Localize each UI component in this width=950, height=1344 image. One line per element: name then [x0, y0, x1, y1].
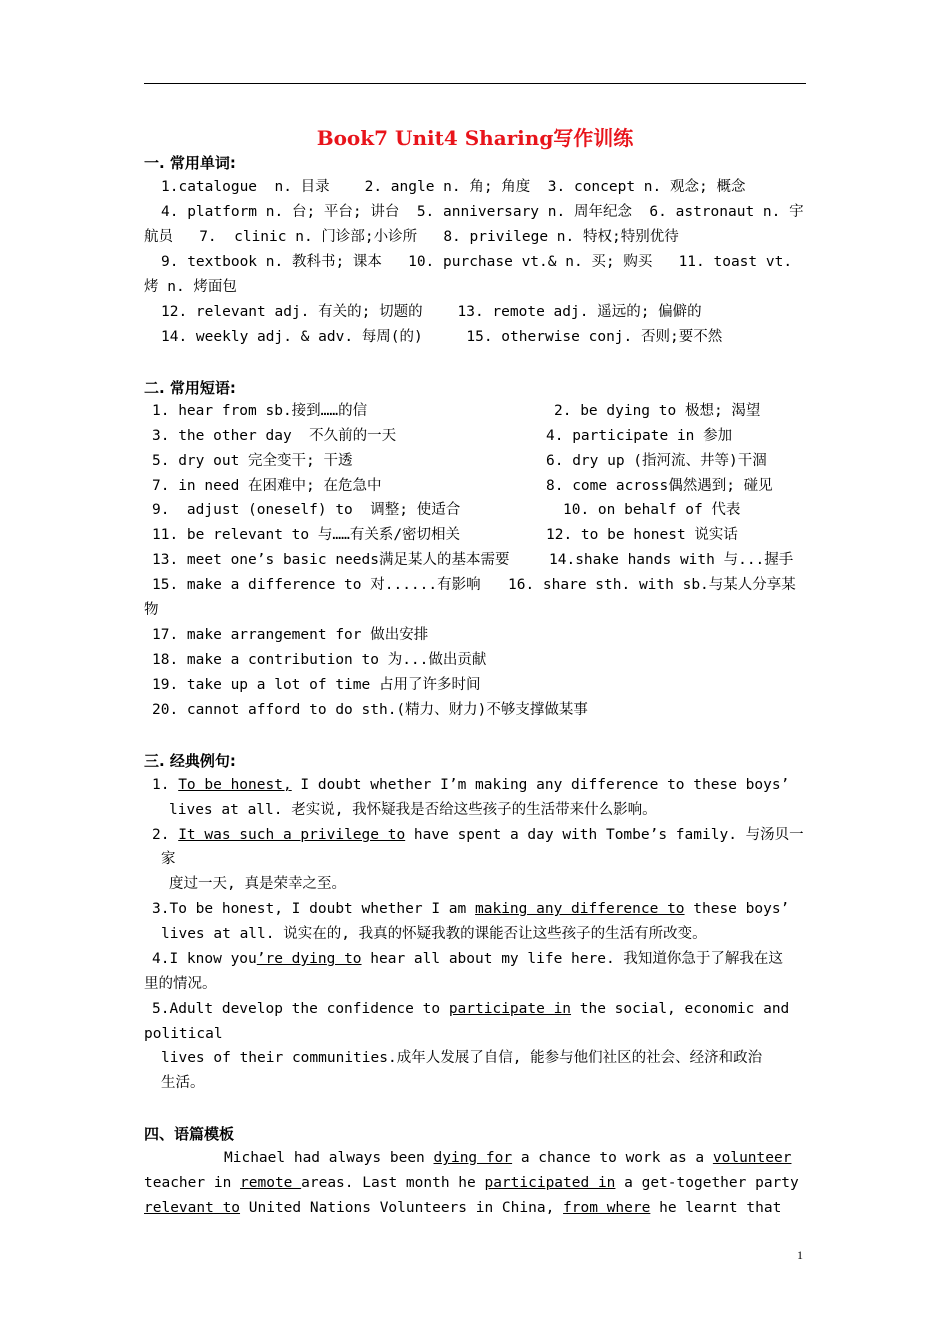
phrase-item: 9. adjust (oneself) to 调整; 使适合	[152, 502, 461, 518]
phrase-item: 19. take up a lot of time 占用了许多时间	[152, 677, 481, 693]
phrase-item: 4. participate in 参加	[546, 428, 733, 444]
phrase-item: 6. dry up (指河流、井等)干涸	[546, 453, 767, 469]
phrase-item: 8. come across偶然遇到; 碰见	[546, 478, 773, 494]
phrase-item-cont: 物	[144, 602, 159, 618]
phrase-item: 3. the other day 不久前的一天	[152, 428, 397, 444]
word-line: 1.catalogue n. 目录 2. angle n. 角; 角度 3. concept n. 观念; 概念	[161, 179, 746, 195]
sentence-line: 5.Adult develop the confidence to participate in the social, economic and	[152, 1001, 790, 1017]
phrase-item: 20. cannot afford to do sth.(精力、财力)不够支撑做某事	[152, 702, 588, 718]
phrase-item: 7. in need 在困难中; 在危急中	[152, 478, 382, 494]
page-number: 1	[797, 1248, 803, 1262]
sentence-line: lives at all. 老实说, 我怀疑我是否给这些孩子的生活带来什么影响。	[169, 802, 657, 818]
sentence-line: 4.I know you’re dying to hear all about my life here. 我知道你急于了解我在这	[152, 951, 783, 967]
sentence-line: 度过一天, 真是荣幸之至。	[169, 876, 346, 892]
section-heading-sentences: 三. 经典例句:	[144, 752, 236, 770]
section-heading-words: 一. 常用单词:	[144, 154, 236, 172]
sentence-line: 家	[161, 851, 176, 867]
phrase-item: 15. make a difference to 对......有影响	[152, 577, 481, 593]
sentence-line: 3.To be honest, I doubt whether I am making any difference to these boys’	[152, 901, 790, 917]
phrase-item: 13. meet one’s basic needs满足某人的基本需要	[152, 552, 510, 568]
word-line: 烤 n. 烤面包	[144, 279, 237, 295]
phrase-item: 18. make a contribution to 为...做出贡献	[152, 652, 487, 668]
page-title: Book7 Unit4 Sharing写作训练	[316, 126, 634, 150]
phrase-item: 1. hear from sb.接到……的信	[152, 403, 368, 419]
sentence-line: lives at all. 说实在的, 我真的怀疑我教的课能否让这些孩子的生活有所改变。	[161, 926, 707, 942]
header-rule	[144, 83, 806, 84]
passage-line: relevant to United Nations Volunteers in China, from where he learnt that	[144, 1200, 782, 1216]
sentence-line: 里的情况。	[144, 976, 217, 992]
phrase-item: 11. be relevant to 与……有关系/密切相关	[152, 527, 461, 543]
sentence-line: 生活。	[161, 1075, 205, 1091]
sentence-line: lives of their communities.成年人发展了自信, 能参与他们社区的社会、经济和政治	[161, 1050, 763, 1066]
phrase-item: 17. make arrangement for 做出安排	[152, 627, 429, 643]
phrase-item: 12. to be honest 说实话	[546, 527, 738, 543]
word-line: 14. weekly adj. & adv. 每周(的) 15. otherwise conj. 否则;要不然	[161, 329, 723, 345]
phrase-item: 10. on behalf of 代表	[563, 502, 741, 518]
phrase-item: 14.shake hands with 与...握手	[549, 552, 794, 568]
passage-line: Michael had always been dying for a chance to work as a volunteer	[224, 1150, 792, 1166]
section-heading-phrases: 二. 常用短语:	[144, 379, 236, 397]
word-line: 航员 7. clinic n. 门诊部;小诊所 8. privilege n. 特权;特别优待	[144, 229, 679, 245]
section-heading-template: 四、语篇模板	[144, 1125, 235, 1143]
word-line: 12. relevant adj. 有关的; 切题的 13. remote adj. 遥远的; 偏僻的	[161, 304, 702, 320]
phrase-item: 16. share sth. with sb.与某人分享某	[508, 577, 796, 593]
phrase-item: 2. be dying to 极想; 渴望	[554, 403, 761, 419]
sentence-line: 1. To be honest, I doubt whether I’m making any difference to these boys’	[152, 777, 790, 793]
word-line: 4. platform n. 台; 平台; 讲台 5. anniversary n. 周年纪念 6. astronaut n. 宇	[161, 204, 804, 220]
word-line: 9. textbook n. 教科书; 课本 10. purchase vt.& n. 买; 购买 11. toast vt.	[161, 254, 793, 270]
sentence-line: political	[144, 1026, 223, 1042]
sentence-line: 2. It was such a privilege to have spent a day with Tombe’s family. 与汤贝一	[152, 827, 804, 843]
phrase-item: 5. dry out 完全变干; 干透	[152, 453, 353, 469]
passage-line: teacher in remote areas. Last month he participated in a get-together party	[144, 1175, 799, 1191]
